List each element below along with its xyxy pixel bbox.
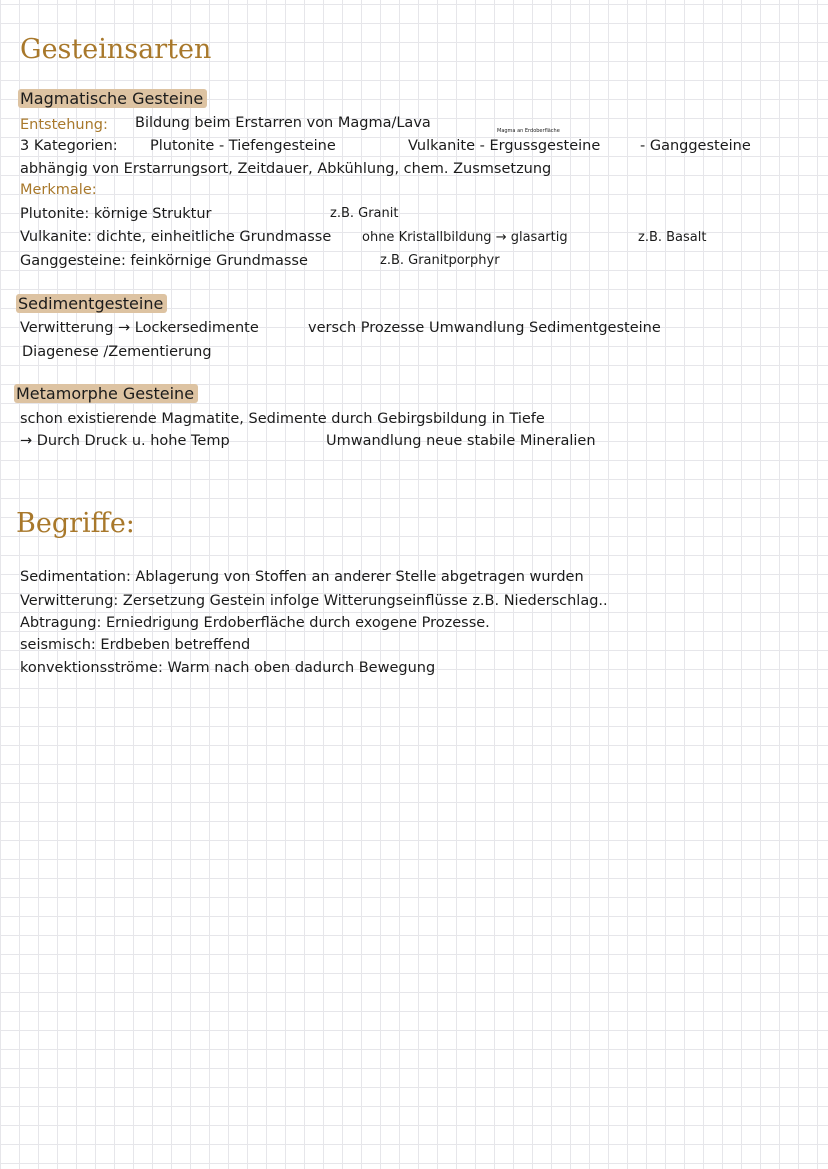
vulkanite-glasartig: ohne Kristallbildung → glasartig	[362, 230, 568, 245]
kategorien-label: 3 Kategorien:	[20, 138, 118, 154]
section-heading-magmatic	[18, 91, 207, 107]
vulkanite-merkmal: Vulkanite: dichte, einheitliche Grundmasse	[20, 229, 332, 245]
begriff-sedimentation: Sedimentation: Ablagerung von Stoffen an anderer Stelle abgetragen wurden	[20, 569, 584, 585]
begriff-verwitterung: Verwitterung: Zersetzung Gestein infolge Witterungseinflüsse z.B. Niederschlag..	[20, 593, 608, 609]
sediment-line-2: Diagenese /Zementierung	[22, 344, 212, 360]
highlight-sediment: Sedimentgesteine	[16, 294, 167, 313]
sediment-line-1-right: versch Prozesse Umwandlung Sedimentgesteine	[308, 320, 661, 336]
highlight-magmatic: Magmatische Gesteine	[18, 89, 207, 108]
metamorph-line-2-left: → Durch Druck u. hohe Temp	[20, 433, 230, 449]
vulkanite-beispiel: z.B. Basalt	[638, 230, 707, 245]
vulkanite-category: Vulkanite - Ergussgesteine	[408, 138, 601, 154]
metamorph-line-2-right: Umwandlung neue stabile Mineralien	[326, 433, 596, 449]
begriff-konvektion: konvektionsströme: Warm nach oben dadurch Bewegung	[20, 660, 436, 676]
entstehung-label: Entstehung:	[20, 117, 108, 133]
entstehung-text: Bildung beim Erstarren von Magma/Lava	[135, 115, 431, 131]
vulkanite-note: Magma an Erdoberfläche	[497, 128, 560, 134]
page-title: Gesteinsarten	[20, 34, 212, 65]
begriff-seismisch: seismisch: Erdbeben betreffend	[20, 637, 251, 653]
highlight-metamorph: Metamorphe Gesteine	[14, 384, 198, 403]
begriffe-heading: Begriffe:	[16, 508, 135, 539]
merkmale-label: Merkmale:	[20, 182, 97, 198]
gang-beispiel: z.B. Granitporphyr	[380, 253, 500, 268]
section-heading-metamorph	[14, 386, 198, 402]
sediment-line-1-left: Verwitterung → Lockersedimente	[20, 320, 259, 336]
metamorph-line-1: schon existierende Magmatite, Sedimente durch Gebirgsbildung in Tiefe	[20, 411, 545, 427]
plutonite-category: Plutonite - Tiefengesteine	[150, 138, 336, 154]
abhaengig-text: abhängig von Erstarrungsort, Zeitdauer, Abkühlung, chem. Zusmsetzung	[20, 161, 552, 177]
ganggesteine-category: - Ganggesteine	[640, 138, 751, 154]
plutonite-merkmal: Plutonite: körnige Struktur	[20, 206, 212, 222]
begriff-abtragung: Abtragung: Erniedrigung Erdoberfläche durch exogene Prozesse.	[20, 615, 490, 631]
plutonite-beispiel: z.B. Granit	[330, 206, 399, 221]
section-heading-sediment	[16, 296, 167, 312]
gang-merkmal: Ganggesteine: feinkörnige Grundmasse	[20, 253, 308, 269]
